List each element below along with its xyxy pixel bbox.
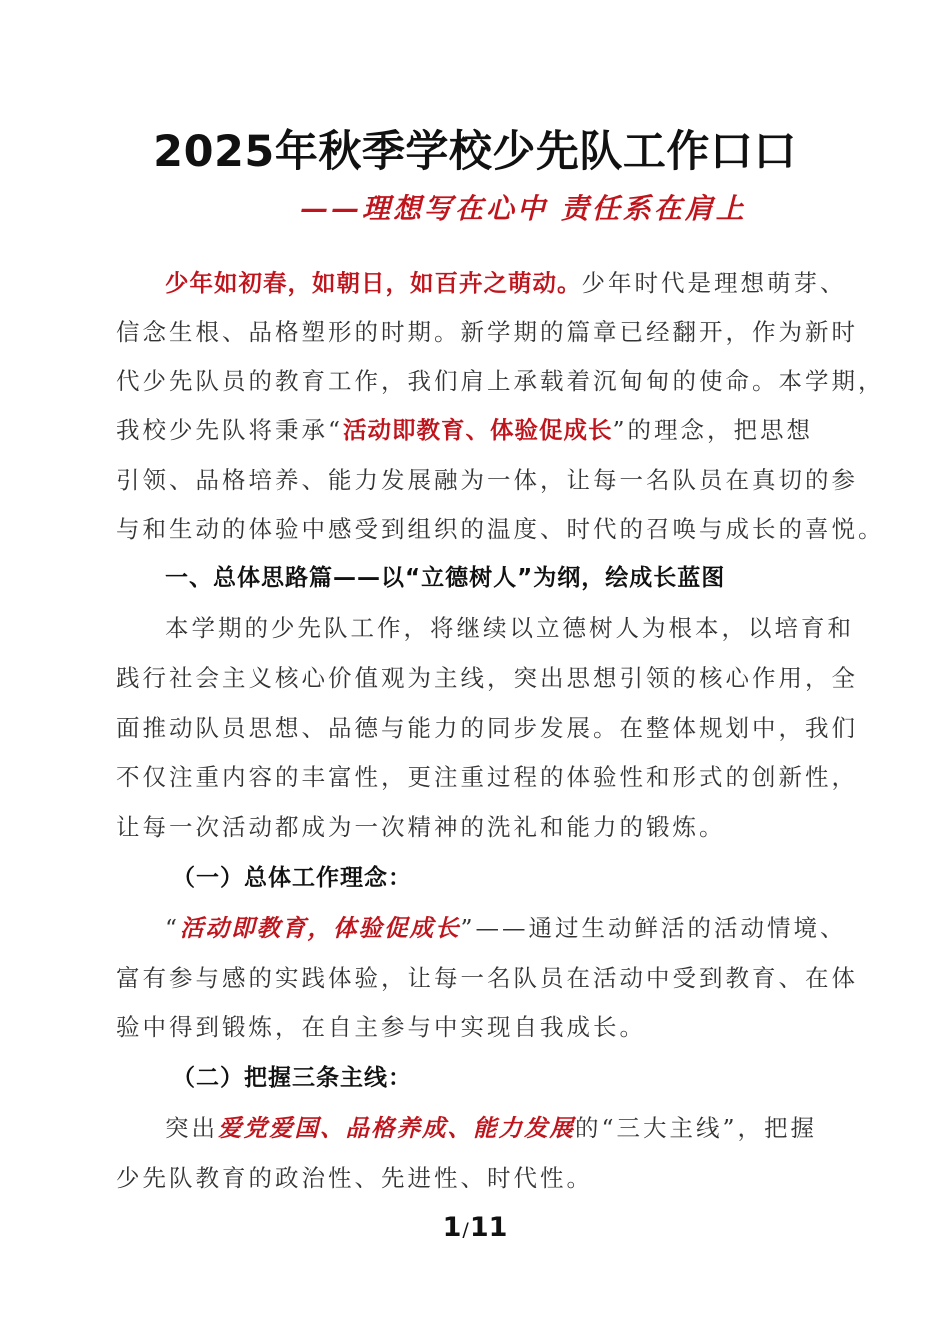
subsection-line: 验中得到锻炼，在自主参与中实现自我成长。	[116, 1013, 646, 1041]
quote-mark: “	[165, 914, 181, 942]
section-paragraph-line: 践行社会主义核心价值观为主线，突出思想引领的核心作用，全	[116, 664, 858, 692]
section-paragraph-line: 不仅注重内容的丰富性，更注重过程的体验性和形式的创新性，	[116, 763, 858, 791]
subsection-line	[165, 1110, 817, 1146]
intro-line-3: 代少先队员的教育工作，我们肩上承载着沉甸甸的使命。本学期，	[116, 367, 885, 395]
section-heading: 一、总体思路篇——以“立德树人”为纲，绘成长蓝图	[165, 565, 726, 591]
subsection-text: 突出	[165, 1114, 218, 1142]
document-subtitle: ——理想写在心中 责任系在肩上	[300, 192, 747, 225]
subsection-line: 富有参与感的实践体验，让每一名队员在活动中受到教育、在体	[116, 964, 858, 992]
intro-text: 少年时代是理想萌芽、	[581, 269, 847, 297]
subsection-text: ”——通过生动鲜活的活动情境、	[460, 914, 847, 942]
intro-line-6: 与和生动的体验中感受到组织的温度、时代的召唤与成长的喜悦。	[116, 515, 885, 543]
section-paragraph-line: 让每一次活动都成为一次精神的洗礼和能力的锻炼。	[116, 813, 726, 841]
section-paragraph-line: 面推动队员思想、品德与能力的同步发展。在整体规划中，我们	[116, 714, 858, 742]
subsection-line: 少先队教育的政治性、先进性、时代性。	[116, 1164, 593, 1192]
intro-line-1	[165, 265, 847, 301]
intro-line-4	[116, 412, 813, 448]
subsection-heading: （二）把握三条主线：	[172, 1065, 412, 1091]
philosophy-highlight: 活动即教育，体验促成长	[180, 914, 461, 942]
intro-text: ”的理念，把思想	[612, 416, 814, 444]
document-title: 2025年秋季学校少先队工作口口	[153, 127, 797, 177]
page-total: 11	[469, 1212, 508, 1243]
intro-highlight: 活动即教育、体验促成长	[343, 416, 613, 444]
mainline-highlight: 爱党爱国、品格养成、能力发展	[218, 1114, 575, 1142]
page-separator: /	[462, 1219, 469, 1241]
page-current: 1	[442, 1212, 462, 1243]
subsection-line	[165, 910, 847, 946]
intro-line-5: 引领、品格培养、能力发展融为一体，让每一名队员在真切的参	[116, 466, 858, 494]
intro-line-2: 信念生根、品格塑形的时期。新学期的篇章已经翻开，作为新时	[116, 318, 858, 346]
subsection-text: 的“三大主线”，把握	[575, 1114, 818, 1142]
page-number	[0, 1212, 950, 1243]
intro-highlight: 少年如初春，如朝日，如百卉之萌动。	[165, 269, 582, 297]
intro-text: 我校少先队将秉承“	[116, 416, 344, 444]
subsection-heading: （一）总体工作理念：	[172, 865, 412, 891]
section-paragraph-line: 本学期的少先队工作，将继续以立德树人为根本，以培育和	[165, 614, 854, 642]
